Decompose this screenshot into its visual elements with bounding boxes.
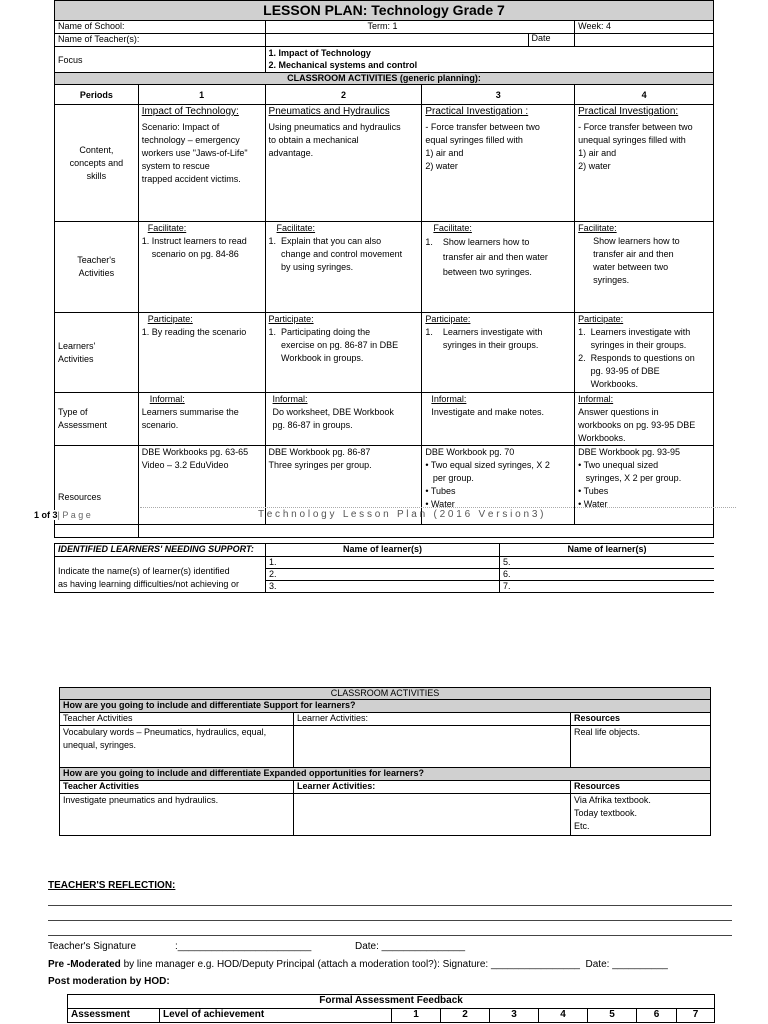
pre-moderated-label: Pre -Moderated <box>48 959 121 970</box>
assessment-cell-title: Informal: <box>578 394 614 404</box>
support-resources-cell: Real life objects. <box>571 726 711 768</box>
school-name-field[interactable] <box>265 21 575 34</box>
lesson-plan-page <box>54 0 714 593</box>
support-description <box>55 557 266 593</box>
content-line: 1) air and <box>578 148 617 158</box>
teacher-cell-4 <box>575 222 714 313</box>
learners-cell-line: 1. Learners investigate with <box>578 327 691 337</box>
assessment-cell-line: pg. 86-87 in groups. <box>272 420 353 430</box>
learners-cell-line: syringes in their groups. <box>425 340 539 350</box>
expanded-teacher-cell: Investigate pneumatics and hydraulics. <box>60 794 294 836</box>
resources-label: Resources <box>55 446 139 525</box>
page-count: 1 of 3 <box>34 510 58 520</box>
pre-moderated-text[interactable]: by line manager e.g. HOD/Deputy Principal (attach a moderation tool?): Signature: ________________ Date: __________ <box>120 959 668 970</box>
resource-line: Etc. <box>574 821 590 831</box>
periods-label: Periods <box>55 85 139 105</box>
support-table <box>54 543 714 593</box>
assessment-cell-1 <box>138 393 265 446</box>
content-label <box>55 105 139 222</box>
teacher-cell-line: 1. Instruct learners to read <box>141 236 247 246</box>
lesson-plan-table <box>54 0 714 538</box>
teacher-cell-line: transfer air and then <box>578 249 674 259</box>
teacher-label-line: Activities <box>78 268 115 278</box>
focus-item-1: 1. Impact of Technology <box>268 48 371 58</box>
teacher-cell-line: Show learners how to <box>578 236 680 246</box>
assessment-cell-title: Informal: <box>149 394 185 404</box>
teacher-signature-label: Teacher's Signature <box>48 941 137 952</box>
content-label-line: concepts and <box>69 157 124 168</box>
reflection-line[interactable] <box>48 935 732 936</box>
teacher-activities-label <box>55 222 139 313</box>
level-header: Level of achievement <box>160 1009 392 1023</box>
content-line: system to rescue <box>141 161 210 171</box>
resource-line: per group. <box>425 473 474 483</box>
signature-date-field[interactable]: Date: _______________ <box>355 941 466 952</box>
pre-moderation-line <box>48 959 668 970</box>
learners-cell-line: Workbook in groups. <box>268 353 364 363</box>
resource-line: • Tubes <box>578 486 609 496</box>
reflection-line[interactable] <box>48 905 732 906</box>
resource-line: Three syringes per group. <box>268 460 372 470</box>
level-3: 3 <box>490 1009 539 1023</box>
assessment-cell-line: Investigate and make notes. <box>431 407 544 417</box>
assessment-cell-line: Do worksheet, DBE Workbook <box>272 407 394 417</box>
resources-cell-1 <box>138 446 265 525</box>
content-line: - Force transfer between two <box>578 122 693 132</box>
learners-label-line: Activities <box>58 353 94 364</box>
assessment-cell-line: workbooks on pg. 93-95 DBE <box>578 420 696 430</box>
level-1: 1 <box>392 1009 441 1023</box>
teacher-cell-3 <box>422 222 575 313</box>
expanded-resources-cell <box>571 794 711 836</box>
footer-divider <box>140 507 736 508</box>
learners-cell-line: Workbooks. <box>578 379 638 389</box>
section2-title: CLASSROOM ACTIVITIES <box>60 688 711 700</box>
content-title: Practical Investigation : <box>425 106 529 117</box>
learners-cell-line: pg. 93-95 of DBE <box>578 366 660 376</box>
page-number <box>34 510 91 520</box>
teacher-label-line: Teacher's <box>77 255 116 265</box>
period-2: 2 <box>265 85 422 105</box>
resource-line: Video – 3.2 EduVideo <box>141 460 229 470</box>
assessment-cell-2 <box>265 393 422 446</box>
expanded-learner-cell <box>294 794 571 836</box>
learners-cell-3 <box>422 313 575 393</box>
level-6: 6 <box>637 1009 677 1023</box>
content-line: workers use "Jaws-of-Life" <box>141 148 248 158</box>
learners-cell-line: 1. Learners investigate with <box>425 327 543 337</box>
date-field[interactable] <box>575 34 714 47</box>
learners-cell-line: exercise on pg. 86-87 in DBE <box>268 340 399 350</box>
assessment-cell-line: Learners summarise the <box>141 407 239 417</box>
post-moderation-label: Post moderation by HOD: <box>48 976 170 987</box>
teacher-name-field[interactable] <box>265 34 575 47</box>
assessment-header: Assessment <box>68 1009 160 1023</box>
resource-line: DBE Workbook pg. 86-87 <box>268 447 371 457</box>
focus-label: Focus <box>55 47 266 73</box>
teacher-cell-title: Facilitate: <box>578 223 617 233</box>
teacher-cell-title: Facilitate: <box>147 223 187 233</box>
footer-title: T e c h n o l o g y L e s s o n P l a n ( 2 0 1 6 V e r s i o n 3 ) <box>258 509 544 520</box>
teacher-cell-1 <box>138 222 265 313</box>
learners-cell-line: 1. Participating doing the <box>268 327 371 337</box>
assessment-cell-4 <box>575 393 714 446</box>
differentiation-table <box>59 687 711 836</box>
term-label: Term: 1 <box>367 21 398 31</box>
reflection-heading: TEACHER'S REFLECTION: <box>48 880 176 891</box>
content-line: - Force transfer between two <box>425 122 540 132</box>
teacher-name-label: Name of Teacher(s): <box>55 34 266 47</box>
learners-cell-line: 1. By reading the scenario <box>141 327 247 337</box>
assessment-type-label <box>55 393 139 446</box>
content-line: Using pneumatics and hydraulics <box>268 122 401 132</box>
content-title: Pneumatics and Hydraulics <box>268 106 390 117</box>
learner-name-7[interactable]: 7. <box>500 581 715 593</box>
teacher-cell-line: 1. Explain that you can also <box>268 236 382 246</box>
teacher-cell-title: Facilitate: <box>433 223 472 233</box>
feedback-table <box>67 994 715 1023</box>
content-line: 2) water <box>578 161 611 171</box>
teacher-cell-line: between two syringes. <box>425 267 532 277</box>
content-line: unequal syringes filled with <box>578 135 686 145</box>
content-line: 1) air and <box>425 148 464 158</box>
learner-name-6[interactable]: 6. <box>500 569 715 581</box>
resource-line: • Tubes <box>425 486 456 496</box>
content-cell-4 <box>575 105 714 222</box>
support-desc-line: as having learning difficulties/not achieving or <box>58 579 239 589</box>
learners-label-line: Learners' <box>58 340 96 351</box>
classroom-activities-section <box>59 687 710 836</box>
learners-cell-4 <box>575 313 714 393</box>
support-col1: Name of learner(s) <box>266 544 500 557</box>
teacher-activities-header: Teacher Activities <box>60 781 294 794</box>
feedback-title: Formal Assessment Feedback <box>68 995 715 1009</box>
learner-name-5[interactable]: 5. <box>500 557 715 569</box>
content-line: technology – emergency <box>141 135 240 145</box>
resource-line: DBE Workbook pg. 70 <box>425 447 515 457</box>
formal-assessment-feedback <box>67 994 714 1023</box>
content-title: Impact of Technology: <box>141 106 239 117</box>
assessment-cell-3 <box>422 393 575 446</box>
content-label-line: Content, <box>79 144 114 155</box>
page-title: LESSON PLAN: Technology Grade 7 <box>55 1 714 21</box>
teacher-cell-line: 1. Show learners how to <box>425 237 530 247</box>
assessment-cell-title: Informal: <box>272 394 308 404</box>
support-heading: IDENTIFIED LEARNERS' NEEDING SUPPORT: <box>55 544 266 557</box>
resources-header: Resources <box>571 713 711 726</box>
support-learner-cell <box>294 726 571 768</box>
period-1: 1 <box>138 85 265 105</box>
content-line: to obtain a mechanical <box>268 135 359 145</box>
expanded-question: How are you going to include and differentiate Expanded opportunities for learners? <box>60 768 711 781</box>
resource-line: DBE Workbook pg. 93-95 <box>578 447 681 457</box>
support-col2: Name of learner(s) <box>500 544 715 557</box>
content-line: advantage. <box>268 148 314 158</box>
teacher-cell-title: Facilitate: <box>276 223 316 233</box>
learner-activities-header: Learner Activities: <box>294 713 571 726</box>
assessment-cell-line: Workbooks. <box>578 433 626 443</box>
assessment-cell-title: Informal: <box>431 394 467 404</box>
teacher-activities-header: Teacher Activities <box>60 713 294 726</box>
teacher-cell-2 <box>265 222 422 313</box>
resource-line: • Water <box>425 499 455 509</box>
teacher-cell-line: syringes. <box>578 275 630 285</box>
teacher-cell-line: scenario on pg. 84-86 <box>141 249 239 259</box>
learners-activities-label <box>55 313 139 393</box>
support-desc-line: Indicate the name(s) of learner(s) identified <box>58 566 230 576</box>
resource-line: • Water <box>578 499 608 509</box>
resource-line: • Two equal sized syringes, X 2 <box>425 460 550 470</box>
learners-cell-2 <box>265 313 422 393</box>
teacher-signature-field[interactable]: :________________________ <box>175 941 312 952</box>
level-2: 2 <box>441 1009 490 1023</box>
teacher-cell-line: by using syringes. <box>268 262 354 272</box>
content-line: Scenario: Impact of <box>141 122 220 132</box>
teacher-cell-line: water between two <box>578 262 669 272</box>
period-3: 3 <box>422 85 575 105</box>
learners-cell-1 <box>138 313 265 393</box>
learners-cell-title: Participate: <box>268 314 314 324</box>
page-word: | P a g e <box>57 510 91 520</box>
assessment-label-line: Assessment <box>58 420 108 430</box>
level-5: 5 <box>588 1009 637 1023</box>
resource-line: Via Afrika textbook. <box>574 795 651 805</box>
school-name-label: Name of School: <box>55 21 266 34</box>
learner-name-2[interactable]: 2. <box>266 569 500 581</box>
content-line: 2) water <box>425 161 458 171</box>
level-4: 4 <box>539 1009 588 1023</box>
resource-line: Today textbook. <box>574 808 638 818</box>
content-label-line: skills <box>86 170 107 181</box>
level-7: 7 <box>677 1009 715 1023</box>
content-title: Practical Investigation: <box>578 106 679 117</box>
support-teacher-cell: Vocabulary words – Pneumatics, hydraulics, equal, unequal, syringes. <box>60 726 294 768</box>
content-line: equal syringes filled with <box>425 135 523 145</box>
learner-name-1[interactable]: 1. <box>266 557 500 569</box>
period-4: 4 <box>575 85 714 105</box>
content-cell-3 <box>422 105 575 222</box>
learners-cell-line: 2. Responds to questions on <box>578 353 695 363</box>
date-label: Date <box>528 33 551 47</box>
assessment-label-line: Type of <box>58 407 88 417</box>
resource-line: • Two unequal sized <box>578 460 659 470</box>
resource-line: DBE Workbooks pg. 63-65 <box>141 447 249 457</box>
learners-cell-title: Participate: <box>147 314 193 324</box>
learners-cell-line: syringes in their groups. <box>578 340 687 350</box>
classroom-activities-heading: CLASSROOM ACTIVITIES (generic planning): <box>55 73 714 85</box>
focus-item-2: 2. Mechanical systems and control <box>268 60 418 70</box>
teacher-cell-line: transfer air and then water <box>425 252 548 262</box>
week-label: Week: 4 <box>575 21 714 34</box>
learners-cell-title: Participate: <box>425 314 471 324</box>
content-cell-2 <box>265 105 422 222</box>
learner-name-3[interactable]: 3. <box>266 581 500 593</box>
resource-line: syringes, X 2 per group. <box>578 473 682 483</box>
blank-cell <box>138 525 713 538</box>
support-question: How are you going to include and differentiate Support for learners? <box>60 700 711 713</box>
teacher-cell-line: change and control movement <box>268 249 403 259</box>
assessment-cell-line: Answer questions in <box>578 407 659 417</box>
learner-activities-header: Learner Activities: <box>294 781 571 794</box>
focus-items <box>265 47 713 73</box>
assessment-cell-line: scenario. <box>141 420 179 430</box>
blank-cell <box>55 525 139 538</box>
resources-cell-4 <box>575 446 714 525</box>
reflection-line[interactable] <box>48 920 732 921</box>
resources-header: Resources <box>571 781 711 794</box>
learners-cell-title: Participate: <box>578 314 624 324</box>
content-cell-1 <box>138 105 265 222</box>
content-line: trapped accident victims. <box>141 174 241 184</box>
